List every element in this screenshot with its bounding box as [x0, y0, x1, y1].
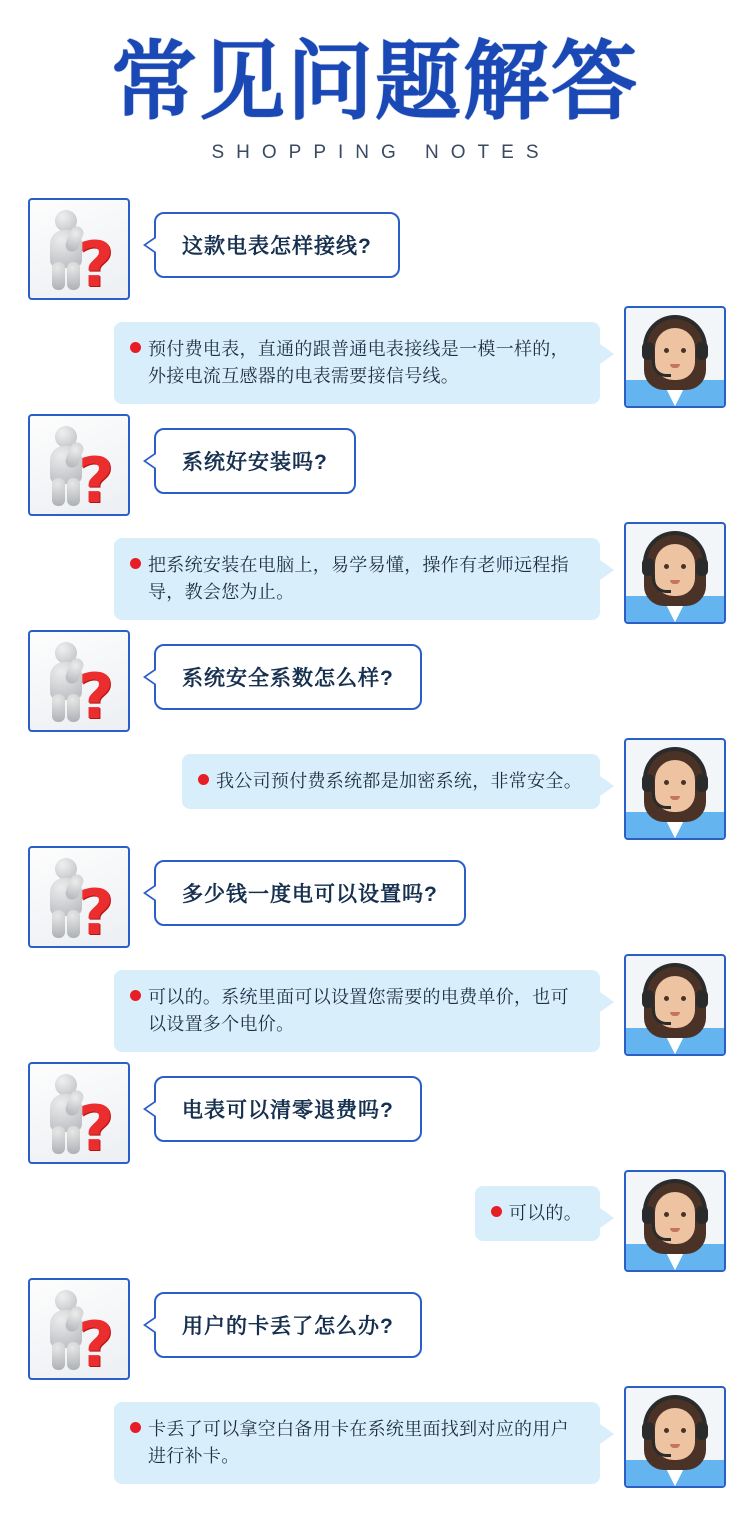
faq-item: [0, 414, 750, 624]
question-row: [0, 630, 750, 732]
answer-bubble: [114, 970, 600, 1051]
answer-row: [0, 1386, 750, 1488]
question-row: [0, 198, 750, 300]
customer-avatar: [28, 198, 130, 300]
bullet-icon: [491, 1206, 502, 1217]
answer-row: [0, 954, 750, 1056]
bullet-icon: [198, 774, 209, 785]
agent-avatar: [624, 954, 726, 1056]
question-row: [0, 846, 750, 948]
answer-bubble: [114, 1402, 600, 1483]
bottom-spacer: [0, 1494, 750, 1540]
agent-avatar: [624, 1170, 726, 1272]
question-bubble: [154, 428, 356, 494]
customer-avatar: [28, 1278, 130, 1380]
question-text: 电表可以清零退费吗?: [182, 1099, 394, 1123]
answer-bubble: [114, 538, 600, 619]
answer-text: 预付费电表，直通的跟普通电表接线是一模一样的，外接电流互感器的电表需要接信号线。: [148, 339, 569, 386]
page-title: 常见问题解答: [111, 32, 639, 132]
faq-item: [0, 630, 750, 840]
answer-bubble: [475, 1186, 600, 1241]
faq-item: [0, 846, 750, 1056]
question-mark-icon: ?: [78, 1092, 114, 1165]
question-mark-icon: ?: [78, 228, 114, 301]
answer-text: 可以的。系统里面可以设置您需要的电费单价，也可以设置多个电价。: [148, 987, 569, 1034]
question-bubble: [154, 1292, 422, 1358]
question-row: [0, 414, 750, 516]
question-mark-icon: ?: [78, 876, 114, 949]
faq-item: [0, 1278, 750, 1488]
answer-row: [0, 1170, 750, 1272]
answer-text: 把系统安装在电脑上，易学易懂，操作有老师远程指导，教会您为止。: [148, 555, 569, 602]
question-mark-icon: ?: [78, 1308, 114, 1381]
question-bubble: [154, 212, 400, 278]
bullet-icon: [130, 990, 141, 1001]
agent-avatar: [624, 738, 726, 840]
answer-text: 我公司预付费系统都是加密系统，非常安全。: [216, 771, 582, 792]
question-row: [0, 1278, 750, 1380]
answer-row: [0, 522, 750, 624]
bullet-icon: [130, 342, 141, 353]
question-mark-icon: ?: [78, 660, 114, 733]
faq-list: [0, 198, 750, 1488]
question-row: [0, 1062, 750, 1164]
question-text: 这款电表怎样接线?: [182, 235, 372, 259]
question-text: 用户的卡丢了怎么办?: [182, 1315, 394, 1339]
question-text: 多少钱一度电可以设置吗?: [182, 883, 438, 907]
question-bubble: [154, 860, 466, 926]
answer-row: [0, 738, 750, 840]
question-bubble: [154, 644, 422, 710]
customer-avatar: [28, 1062, 130, 1164]
customer-avatar: [28, 846, 130, 948]
question-mark-icon: ?: [78, 444, 114, 517]
question-text: 系统安全系数怎么样?: [182, 667, 394, 691]
answer-text: 可以的。: [508, 1203, 582, 1224]
question-text: 系统好安装吗?: [182, 451, 328, 475]
answer-bubble: [182, 754, 600, 809]
faq-item: [0, 198, 750, 408]
agent-avatar: [624, 522, 726, 624]
faq-item: [0, 1062, 750, 1272]
question-bubble: [154, 1076, 422, 1142]
agent-avatar: [624, 306, 726, 408]
agent-avatar: [624, 1386, 726, 1488]
customer-avatar: [28, 630, 130, 732]
customer-avatar: [28, 414, 130, 516]
bullet-icon: [130, 558, 141, 569]
page-subtitle: SHOPPING NOTES: [211, 142, 551, 164]
answer-row: [0, 306, 750, 408]
answer-text: 卡丢了可以拿空白备用卡在系统里面找到对应的用户进行补卡。: [148, 1419, 569, 1466]
bullet-icon: [130, 1422, 141, 1433]
answer-bubble: [114, 322, 600, 403]
page-header: [0, 0, 750, 164]
